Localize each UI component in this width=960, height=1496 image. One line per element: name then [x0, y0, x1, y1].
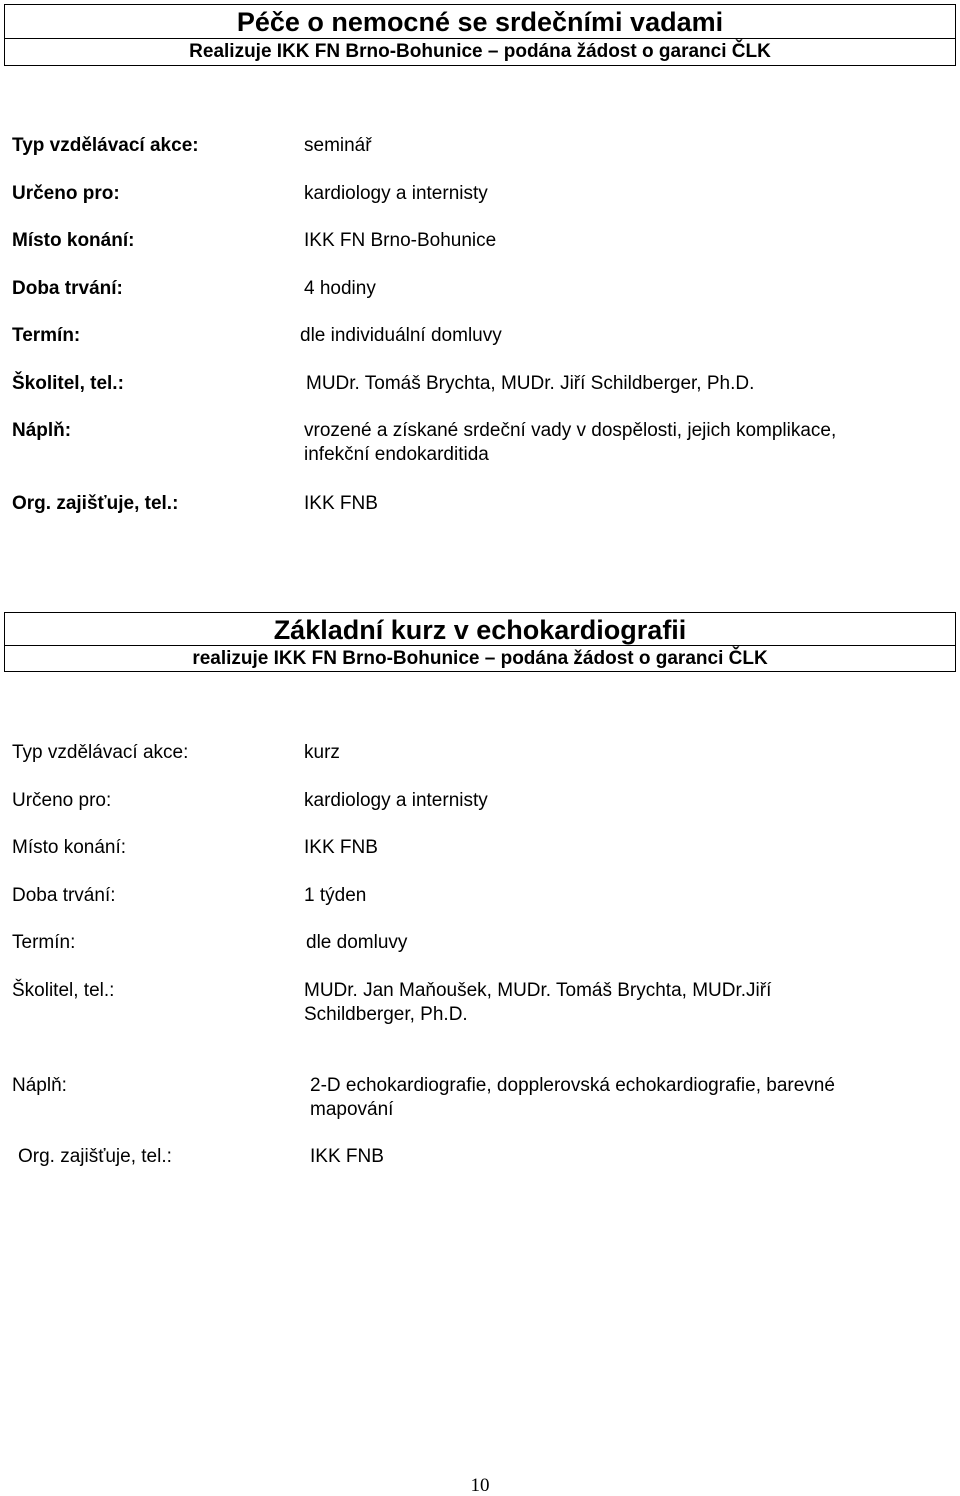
section1-value-venue: IKK FN Brno-Bohunice: [304, 230, 497, 251]
section2-label-audience: Určeno pro:: [12, 790, 112, 811]
section2-label-trainer: Školitel, tel.:: [12, 980, 115, 1001]
section1-subtitle: Realizuje IKK FN Brno-Bohunice – podána žádost o garanci ČLK: [189, 41, 771, 62]
section1-value-trainer: MUDr. Tomáš Brychta, MUDr. Jiří Schildberger, Ph.D.: [306, 373, 755, 394]
section1-label-venue: Místo konání:: [12, 230, 135, 251]
page-number: 10: [470, 1475, 490, 1496]
section2-value-content: 2-D echokardiografie, dopplerovská echokardiografie, barevné mapování: [310, 1075, 835, 1120]
section2-label-duration: Doba trvání:: [12, 885, 116, 906]
section2-value-duration: 1 týden: [304, 885, 367, 906]
section2-header: [4, 612, 956, 672]
section2-label-content: Náplň:: [12, 1075, 67, 1096]
section1-value-organizer: IKK FNB: [304, 493, 378, 514]
section1-label-date: Termín:: [12, 325, 81, 346]
section1-value-audience: kardiology a internisty: [304, 183, 488, 204]
section2-value-date: dle domluvy: [306, 932, 408, 953]
section2-label-venue: Místo konání:: [12, 837, 127, 858]
section1-label-content: Náplň:: [12, 420, 72, 441]
section2-value-venue: IKK FNB: [304, 837, 378, 858]
section2-label-organizer: Org. zajišťuje, tel.:: [18, 1146, 172, 1167]
section2-label-type: Typ vzdělávací akce:: [12, 742, 189, 763]
section2-value-audience: kardiology a internisty: [304, 790, 488, 811]
section2-value-organizer: IKK FNB: [310, 1146, 384, 1167]
section1-label-audience: Určeno pro:: [12, 183, 120, 204]
section2-label-date: Termín:: [12, 932, 76, 953]
section1-title: Péče o nemocné se srdečními vadami: [5, 5, 955, 39]
section1-header: [4, 4, 956, 66]
section1-label-type: Typ vzdělávací akce:: [12, 135, 199, 156]
section1-label-organizer: Org. zajišťuje, tel.:: [12, 493, 179, 514]
section1-label-duration: Doba trvání:: [12, 278, 123, 299]
section1-value-content: vrozené a získané srdeční vady v dospělosti, jejich komplikace, infekční endokarditida: [304, 420, 837, 465]
section1-label-trainer: Školitel, tel.:: [12, 373, 124, 394]
section2-value-type: kurz: [304, 742, 340, 763]
section2-title: Základní kurz v echokardiografii: [5, 613, 955, 646]
section2-value-trainer: MUDr. Jan Maňoušek, MUDr. Tomáš Brychta, MUDr.Jiří Schildberger, Ph.D.: [304, 980, 772, 1025]
section1-value-duration: 4 hodiny: [304, 278, 376, 299]
section1-value-date: dle individuální domluvy: [300, 325, 502, 346]
section1-value-type: seminář: [304, 135, 372, 156]
section2-subtitle: realizuje IKK FN Brno-Bohunice – podána žádost o garanci ČLK: [192, 648, 768, 669]
